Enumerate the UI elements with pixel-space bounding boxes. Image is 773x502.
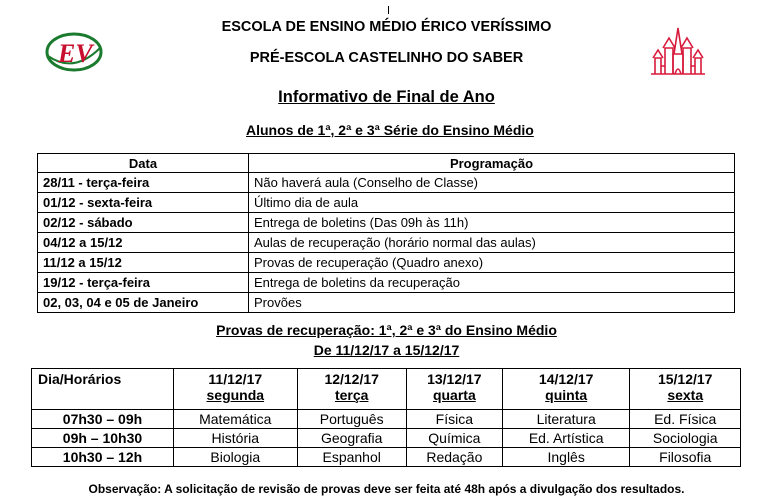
day-weekday: quinta — [545, 387, 588, 403]
schedule-program: Aulas de recuperação (horário normal das aulas) — [249, 233, 735, 253]
preschool-name: PRÉ-ESCOLA CASTELINHO DO SABER — [249, 50, 524, 66]
recovery-time: 09h – 10h30 — [32, 429, 174, 448]
recovery-subject: Português — [297, 410, 406, 429]
recovery-subject: Espanhol — [297, 448, 406, 467]
schedule-program: Não haverá aula (Conselho de Classe) — [249, 173, 735, 193]
schedule-header-row — [38, 154, 735, 173]
top-mark — [388, 6, 389, 14]
day-weekday: segunda — [206, 387, 265, 403]
observation-note: Observação: A solicitação de revisão de provas deve ser feita até 48h após a divulgação dos resultados. — [88, 482, 685, 496]
table-row — [38, 193, 735, 213]
schedule-table — [37, 153, 735, 313]
day-weekday: quarta — [432, 387, 476, 403]
table-row — [38, 273, 735, 293]
schedule-date: 01/12 - sexta-feira — [38, 193, 249, 213]
school-name: ESCOLA DE ENSINO MÉDIO ÉRICO VERÍSSIMO — [221, 19, 552, 35]
day-date: 15/12/17 — [657, 371, 713, 387]
recovery-subject: Biologia — [174, 448, 298, 467]
logo-text: EV — [58, 39, 93, 68]
table-row — [38, 233, 735, 253]
recovery-subject: Filosofia — [630, 448, 741, 467]
schedule-header-date: Data — [38, 154, 249, 173]
schedule-header-program: Programação — [249, 154, 735, 173]
recovery-subject: História — [174, 429, 298, 448]
recovery-table — [31, 368, 741, 467]
schedule-program: Provas de recuperação (Quadro anexo) — [249, 253, 735, 273]
schedule-date: 02, 03, 04 e 05 de Janeiro — [38, 293, 249, 313]
recovery-subject: Sociologia — [630, 429, 741, 448]
day-weekday: terça — [334, 387, 369, 403]
recovery-day-header — [406, 369, 502, 410]
schedule-date: 19/12 - terça-feira — [38, 273, 249, 293]
table-row — [38, 173, 735, 193]
schedule-program: Entrega de boletins da recuperação — [249, 273, 735, 293]
schedule-date: 28/11 - terça-feira — [38, 173, 249, 193]
day-date: 11/12/17 — [208, 371, 263, 387]
recovery-subject: Geografia — [297, 429, 406, 448]
recovery-subject: Ed. Física — [630, 410, 741, 429]
table-row — [32, 429, 741, 448]
recovery-subject: Literatura — [502, 410, 630, 429]
recovery-subject: Ed. Artística — [502, 429, 630, 448]
table-row — [38, 293, 735, 313]
page-title: Informativo de Final de Ano — [278, 88, 495, 106]
schedule-date: 04/12 a 15/12 — [38, 233, 249, 253]
recovery-corner-label: Dia/Horários — [32, 369, 174, 410]
recovery-subject: Química — [406, 429, 502, 448]
schedule-program: Último dia de aula — [249, 193, 735, 213]
recovery-day-header — [297, 369, 406, 410]
day-date: 14/12/17 — [538, 371, 594, 387]
recovery-time: 07h30 – 09h — [32, 410, 174, 429]
table-row — [32, 448, 741, 467]
recovery-title: Provas de recuperação: 1ª, 2ª e 3ª do Ensino Médio — [216, 322, 557, 338]
page-subtitle: Alunos de 1ª, 2ª e 3ª Série do Ensino Médio — [246, 122, 534, 138]
recovery-subject: Matemática — [174, 410, 298, 429]
table-row — [32, 410, 741, 429]
table-row — [38, 253, 735, 273]
recovery-day-header — [502, 369, 630, 410]
recovery-subject: Inglês — [502, 448, 630, 467]
recovery-subject: Redação — [406, 448, 502, 467]
day-date: 13/12/17 — [427, 371, 482, 387]
day-date: 12/12/17 — [324, 371, 379, 387]
recovery-period: De 11/12/17 a 15/12/17 — [313, 342, 460, 358]
recovery-time: 10h30 – 12h — [32, 448, 174, 467]
recovery-day-header — [174, 369, 298, 410]
schedule-date: 11/12 a 15/12 — [38, 253, 249, 273]
day-weekday: sexta — [667, 387, 704, 403]
schedule-program: Entrega de boletins (Das 09h às 11h) — [249, 213, 735, 233]
recovery-subject: Física — [406, 410, 502, 429]
schedule-program: Provões — [249, 293, 735, 313]
recovery-day-header — [630, 369, 741, 410]
schedule-date: 02/12 - sábado — [38, 213, 249, 233]
recovery-header-row — [32, 369, 741, 410]
table-row — [38, 213, 735, 233]
